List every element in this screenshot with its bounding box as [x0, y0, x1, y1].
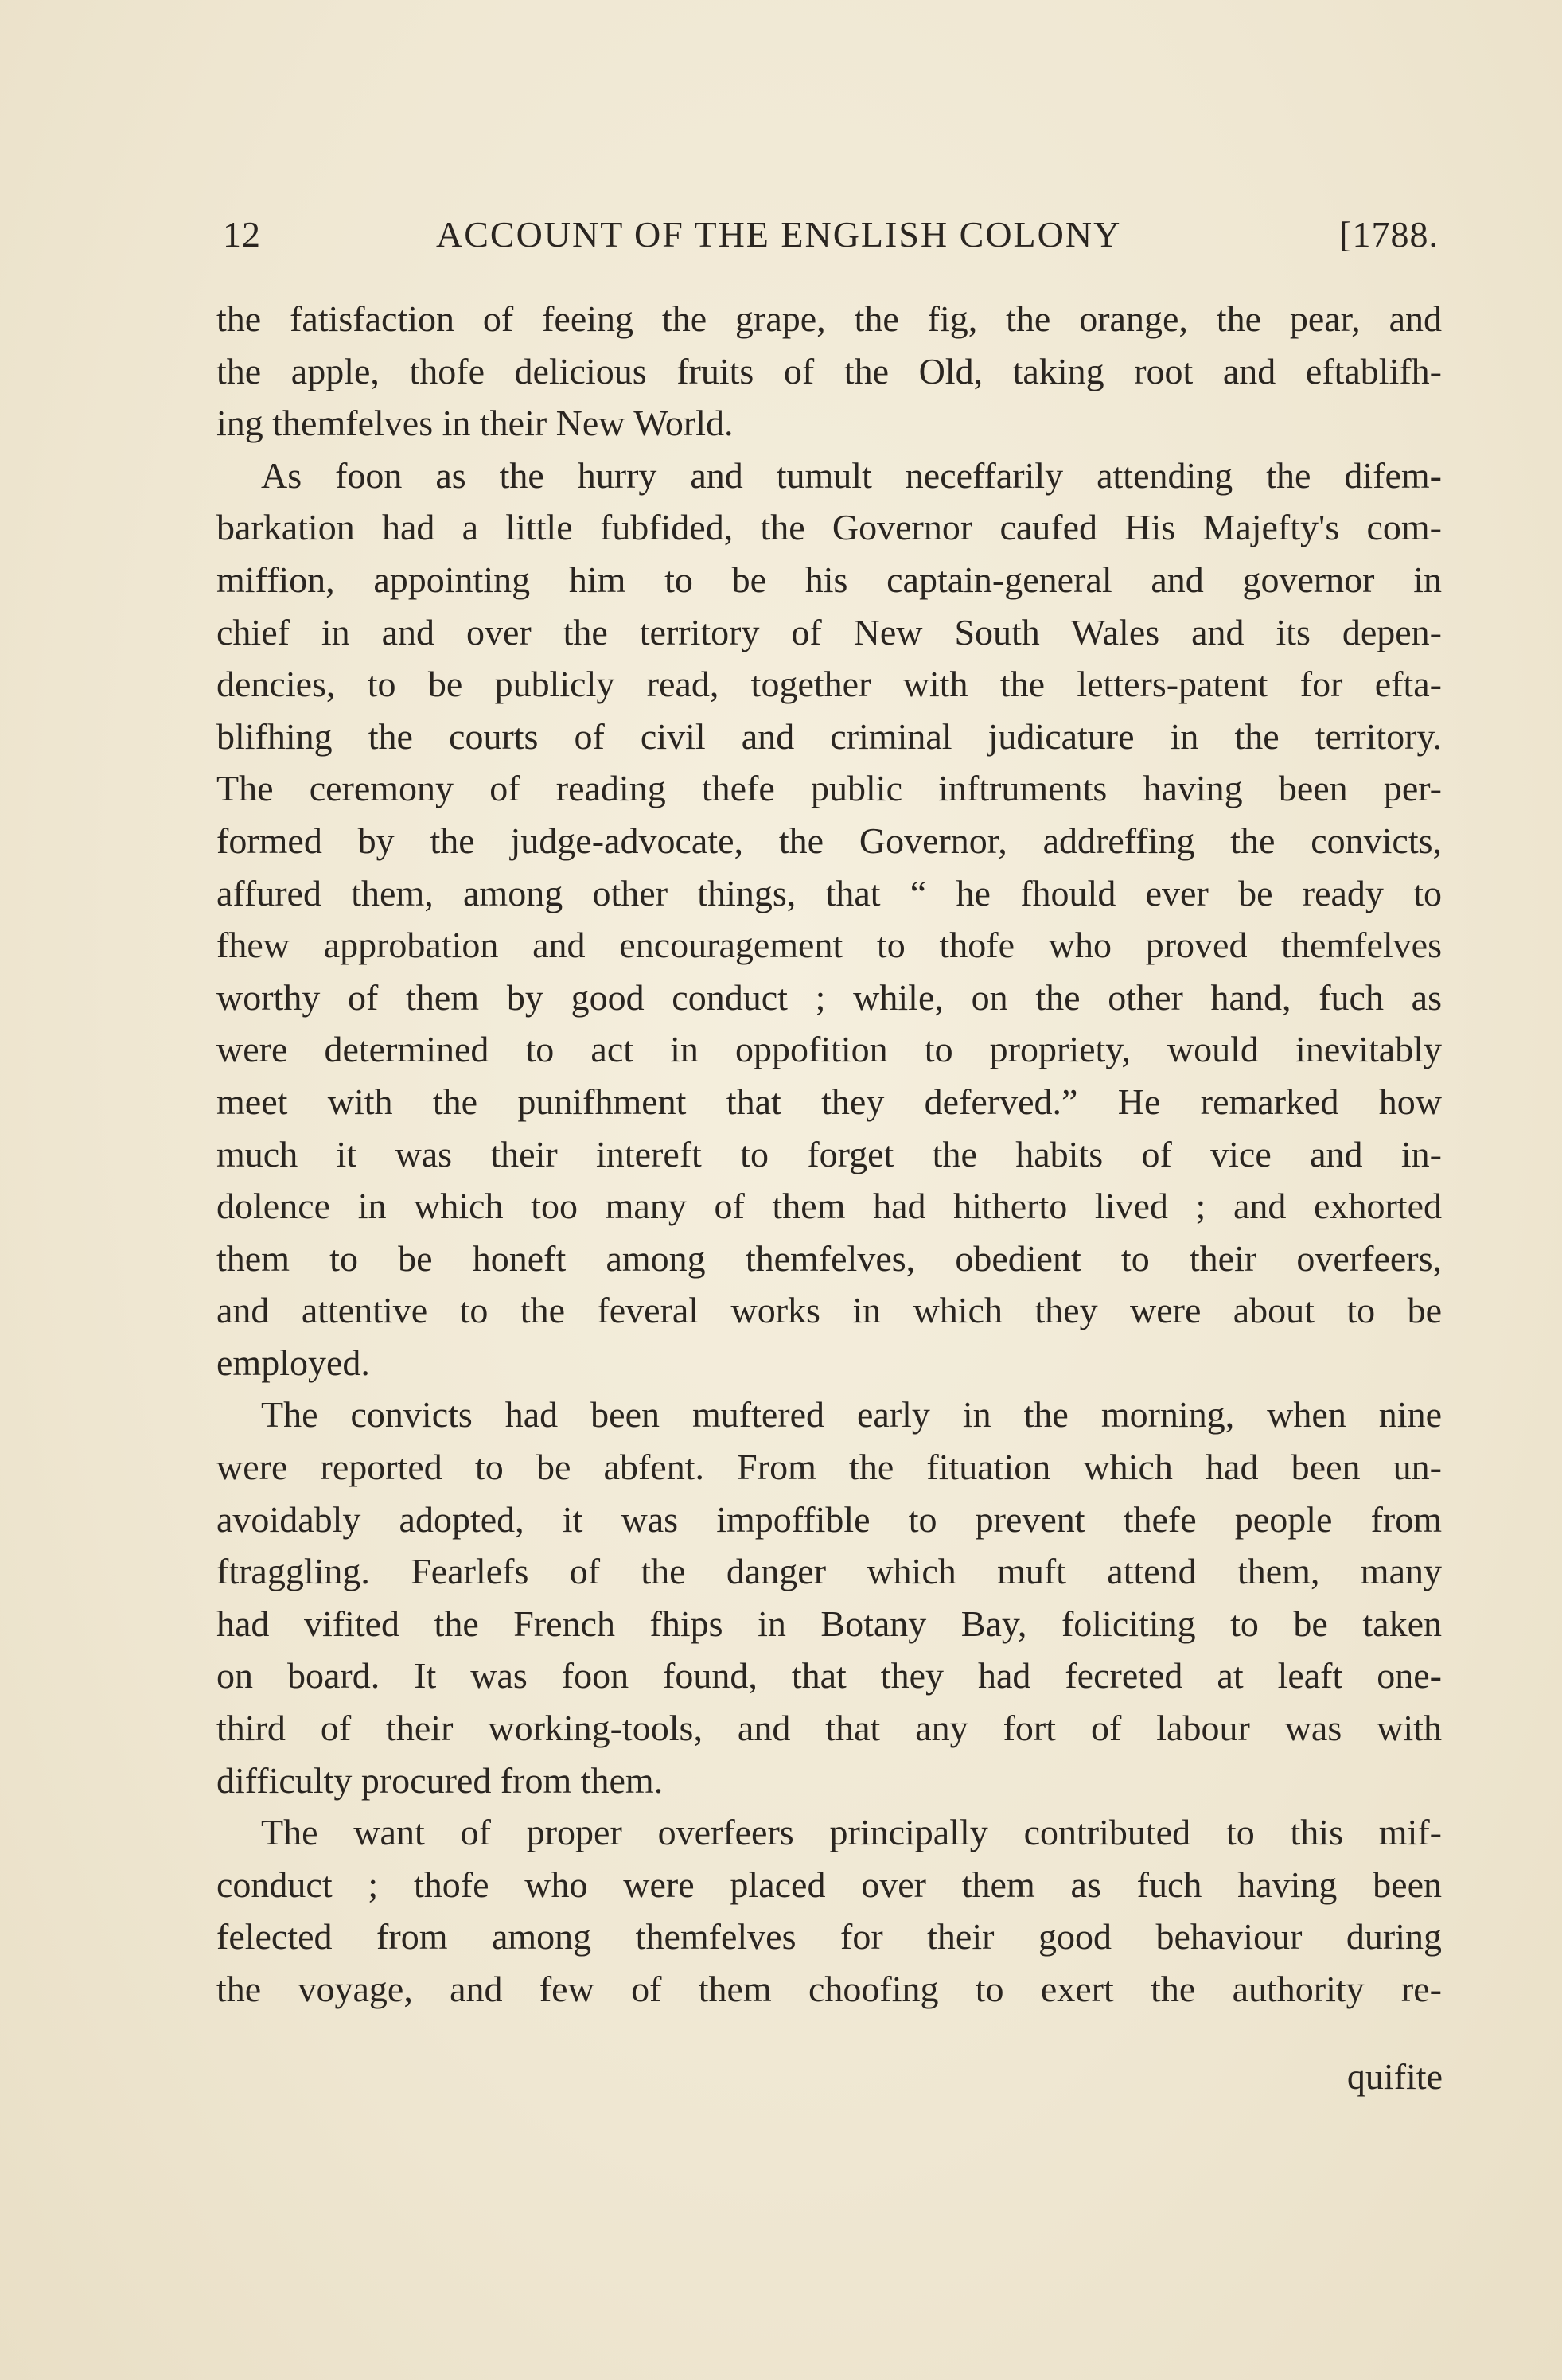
text-line: third of their working-tools, and that any fort of labour was with: [216, 1708, 1442, 1749]
text-line: miffion, appointing him to be his captain-general and governor in: [216, 559, 1442, 600]
catchword: quifite: [1346, 2056, 1443, 2097]
text-line: avoidably adopted, it was impoffible to prevent thefe people from: [216, 1498, 1442, 1540]
text-line: ftraggling. Fearlefs of the danger which muft attend them, many: [216, 1551, 1442, 1592]
text-line: formed by the judge-advocate, the Governor, addreffing the convicts,: [216, 820, 1442, 861]
text-line: chief in and over the territory of New South Wales and its depen-: [216, 611, 1442, 652]
text-line: As foon as the hurry and tumult neceffarily attending the difem-: [261, 454, 1442, 496]
text-line: ing themfelves in their New World.: [216, 403, 734, 444]
running-title: ACCOUNT OF THE ENGLISH COLONY: [436, 214, 1122, 255]
text-line: felected from among themfelves for their good behaviour during: [216, 1916, 1442, 1957]
text-line: dencies, to be publicly read, together with the letters-patent for efta-: [216, 664, 1442, 705]
text-line: barkation had a little fubfided, the Governor caufed His Majefty's com-: [216, 507, 1442, 548]
text-line: blifhing the courts of civil and criminal judicature in the territory.: [216, 715, 1442, 757]
text-line: conduct ; thofe who were placed over them as fuch having been: [216, 1864, 1442, 1905]
text-line: were reported to be abfent. From the fituation which had been un-: [216, 1447, 1442, 1488]
text-line: the apple, thofe delicious fruits of the Old, taking root and eftablifh-: [216, 350, 1442, 391]
text-line: worthy of them by good conduct ; while, on the other hand, fuch as: [216, 976, 1442, 1018]
text-line: dolence in which too many of them had hitherto lived ; and exhorted: [216, 1186, 1442, 1227]
text-line: difficulty procured from them.: [216, 1759, 664, 1801]
text-line: meet with the punifhment that they deferved.” He remarked how: [216, 1081, 1442, 1122]
text-line: were determined to act in oppofition to propriety, would inevitably: [216, 1029, 1442, 1070]
text-line: The want of proper overfeers principally contributed to this mif-: [261, 1812, 1442, 1853]
page-number: 12: [223, 214, 261, 255]
text-line: much it was their intereft to forget the habits of vice and in-: [216, 1133, 1442, 1174]
running-head: [213, 213, 1439, 261]
text-line: The convicts had been muftered early in the morning, when nine: [261, 1394, 1442, 1435]
text-line: had vifited the French fhips in Botany Bay, foliciting to be taken: [216, 1603, 1442, 1644]
text-line: fhew approbation and encouragement to thofe who proved themfelves: [216, 925, 1442, 966]
text-line: The ceremony of reading thefe public inftruments having been per-: [216, 768, 1442, 809]
text-line: affured them, among other things, that “ he fhould ever be ready to: [216, 872, 1442, 913]
text-line: the fatisfaction of feeing the grape, the fig, the orange, the pear, and: [216, 298, 1442, 339]
text-line: them to be honeft among themfelves, obedient to their overfeers,: [216, 1237, 1442, 1279]
text-line: and attentive to the feveral works in which they were about to be: [216, 1290, 1442, 1331]
text-line: the voyage, and few of them choofing to exert the authority re-: [216, 1969, 1442, 2009]
body-text: [216, 293, 1442, 2016]
running-year: [1788.: [1339, 214, 1439, 255]
text-line: on board. It was foon found, that they had fecreted at leaft one-: [216, 1655, 1442, 1696]
text-line: employed.: [216, 1342, 370, 1383]
